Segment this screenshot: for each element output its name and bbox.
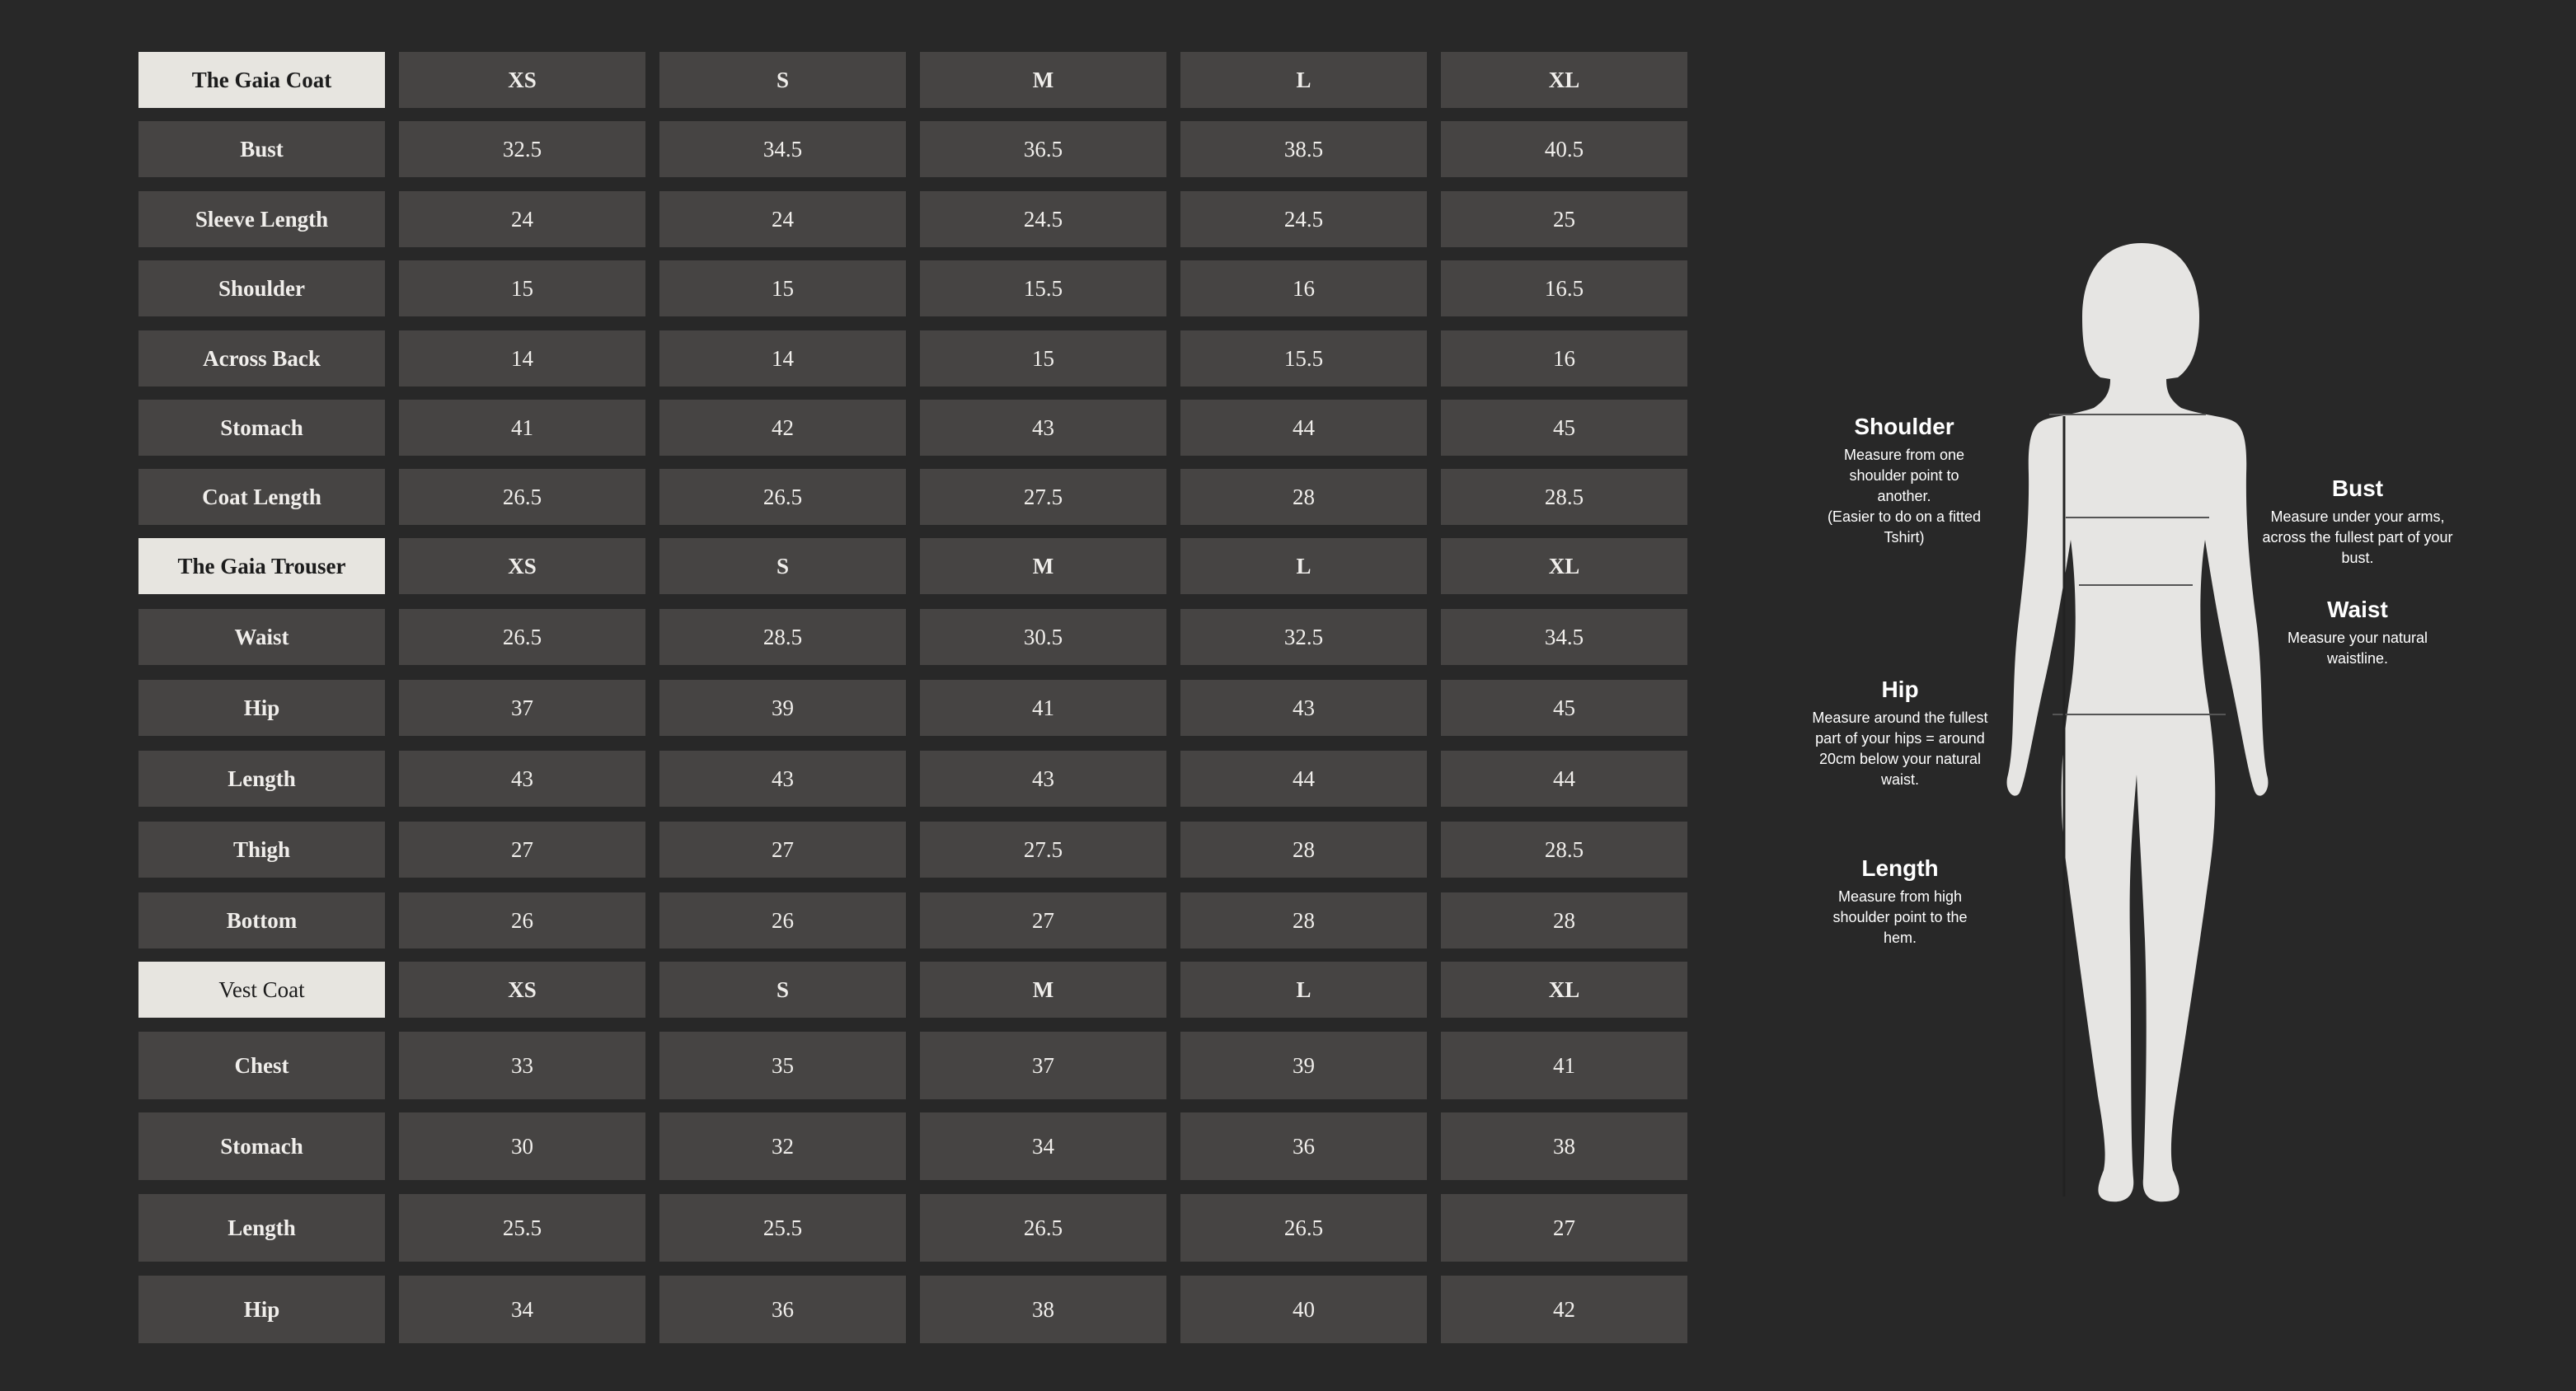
measurement-label: Coat Length bbox=[138, 469, 385, 525]
measurement-value: 25.5 bbox=[659, 1194, 906, 1262]
measurement-value: 15 bbox=[920, 330, 1166, 386]
measurement-label: Length bbox=[138, 1194, 385, 1262]
measurement-value: 24 bbox=[659, 191, 906, 247]
measurement-value: 26.5 bbox=[659, 469, 906, 525]
waist-annotation bbox=[2226, 597, 2489, 669]
measurement-value: 15.5 bbox=[1180, 330, 1427, 386]
gaia-trouser-title: The Gaia Trouser bbox=[138, 538, 385, 594]
size-header: S bbox=[659, 538, 906, 594]
measurement-value: 15.5 bbox=[920, 260, 1166, 316]
hip-annotation bbox=[1764, 677, 2036, 790]
bust-annotation-title: Bust bbox=[2331, 475, 2384, 501]
measurement-value: 28.5 bbox=[1441, 822, 1687, 878]
measurement-value: 42 bbox=[659, 400, 906, 456]
measurement-value: 26 bbox=[399, 892, 645, 948]
measurement-value: 44 bbox=[1180, 400, 1427, 456]
measurement-value: 15 bbox=[399, 260, 645, 316]
measurement-value: 28.5 bbox=[1441, 469, 1687, 525]
length-annotation-title: Length bbox=[1861, 855, 1939, 881]
size-header: S bbox=[659, 962, 906, 1018]
measurement-value: 26.5 bbox=[399, 469, 645, 525]
size-header: XL bbox=[1441, 962, 1687, 1018]
measurement-value: 27.5 bbox=[920, 822, 1166, 878]
measurement-value: 14 bbox=[659, 330, 906, 386]
bust-annotation-text: Measure under your arms, bbox=[2270, 508, 2445, 525]
measurement-value: 28 bbox=[1180, 822, 1427, 878]
measurement-label: Across Back bbox=[138, 330, 385, 386]
measurement-value: 45 bbox=[1441, 400, 1687, 456]
waist-annotation-text: waistline. bbox=[2326, 650, 2389, 667]
measurement-value: 28 bbox=[1180, 892, 1427, 948]
shoulder-annotation-title: Shoulder bbox=[1854, 414, 1954, 439]
measurement-value: 32.5 bbox=[399, 121, 645, 177]
measurement-guide bbox=[1789, 231, 2489, 1220]
measurement-value: 36.5 bbox=[920, 121, 1166, 177]
measurement-value: 43 bbox=[920, 751, 1166, 807]
size-header: XS bbox=[399, 538, 645, 594]
length-annotation-text: shoulder point to the bbox=[1832, 909, 1968, 925]
measurement-value: 24.5 bbox=[1180, 191, 1427, 247]
measurement-label: Shoulder bbox=[138, 260, 385, 316]
measurement-value: 44 bbox=[1441, 751, 1687, 807]
measurement-value: 28 bbox=[1180, 469, 1427, 525]
measurement-value: 39 bbox=[1180, 1032, 1427, 1099]
shoulder-annotation-text: Tshirt) bbox=[1884, 529, 1925, 546]
measurement-value: 16 bbox=[1441, 330, 1687, 386]
waist-annotation-title: Waist bbox=[2327, 597, 2388, 622]
hip-annotation-text: 20cm below your natural bbox=[1818, 751, 1982, 767]
measurement-value: 38 bbox=[920, 1276, 1166, 1343]
bust-annotation-text: bust. bbox=[2341, 550, 2374, 566]
measurement-label: Stomach bbox=[138, 400, 385, 456]
measurement-value: 37 bbox=[920, 1032, 1166, 1099]
length-annotation-text: hem. bbox=[1883, 930, 1917, 946]
size-header: XL bbox=[1441, 538, 1687, 594]
measurement-value: 43 bbox=[659, 751, 906, 807]
measurement-value: 43 bbox=[1180, 680, 1427, 736]
measurement-value: 30 bbox=[399, 1112, 645, 1180]
measurement-value: 26 bbox=[659, 892, 906, 948]
measurement-value: 27 bbox=[1441, 1194, 1687, 1262]
body-silhouette bbox=[2007, 243, 2269, 1201]
measurement-label: Chest bbox=[138, 1032, 385, 1099]
measurement-label: Hip bbox=[138, 680, 385, 736]
shoulder-annotation bbox=[1764, 414, 2044, 548]
size-header: XS bbox=[399, 52, 645, 108]
measurement-value: 43 bbox=[920, 400, 1166, 456]
measurement-value: 38 bbox=[1441, 1112, 1687, 1180]
shoulder-annotation-text: another. bbox=[1877, 488, 1931, 504]
measurement-value: 39 bbox=[659, 680, 906, 736]
measurement-value: 41 bbox=[1441, 1032, 1687, 1099]
measurement-value: 41 bbox=[920, 680, 1166, 736]
measurement-value: 24 bbox=[399, 191, 645, 247]
size-header: S bbox=[659, 52, 906, 108]
measurement-label: Sleeve Length bbox=[138, 191, 385, 247]
size-header: M bbox=[920, 538, 1166, 594]
vest-coat-title: Vest Coat bbox=[138, 962, 385, 1018]
hip-annotation-text: part of your hips = around bbox=[1815, 730, 1985, 747]
measurement-value: 30.5 bbox=[920, 609, 1166, 665]
measurement-value: 26.5 bbox=[1180, 1194, 1427, 1262]
measurement-label: Stomach bbox=[138, 1112, 385, 1180]
size-header: XS bbox=[399, 962, 645, 1018]
measurement-value: 27 bbox=[399, 822, 645, 878]
size-header: XL bbox=[1441, 52, 1687, 108]
hip-annotation-title: Hip bbox=[1881, 677, 1919, 702]
measurement-value: 34.5 bbox=[659, 121, 906, 177]
shoulder-annotation-text: (Easier to do on a fitted bbox=[1827, 508, 1982, 525]
bust-annotation-text: across the fullest part of your bbox=[2262, 529, 2453, 546]
measurement-value: 27 bbox=[659, 822, 906, 878]
measurement-value: 34 bbox=[920, 1112, 1166, 1180]
measurement-value: 26.5 bbox=[399, 609, 645, 665]
measurement-value: 40.5 bbox=[1441, 121, 1687, 177]
measurement-value: 16 bbox=[1180, 260, 1427, 316]
measurement-value: 43 bbox=[399, 751, 645, 807]
size-header: M bbox=[920, 52, 1166, 108]
measurement-value: 34.5 bbox=[1441, 609, 1687, 665]
size-header: L bbox=[1180, 962, 1427, 1018]
measurement-value: 24.5 bbox=[920, 191, 1166, 247]
measurement-value: 42 bbox=[1441, 1276, 1687, 1343]
measurement-value: 16.5 bbox=[1441, 260, 1687, 316]
measurement-value: 26.5 bbox=[920, 1194, 1166, 1262]
measurement-label: Thigh bbox=[138, 822, 385, 878]
measurement-value: 27 bbox=[920, 892, 1166, 948]
measurement-label: Hip bbox=[138, 1276, 385, 1343]
length-annotation-text: Measure from high bbox=[1837, 888, 1963, 905]
measurement-value: 25 bbox=[1441, 191, 1687, 247]
bust-annotation bbox=[2226, 475, 2489, 569]
measurement-label: Length bbox=[138, 751, 385, 807]
measurement-label: Waist bbox=[138, 609, 385, 665]
measurement-value: 27.5 bbox=[920, 469, 1166, 525]
measurement-value: 45 bbox=[1441, 680, 1687, 736]
shoulder-annotation-text: Measure from one bbox=[1843, 447, 1965, 463]
gaia-coat-title: The Gaia Coat bbox=[138, 52, 385, 108]
measurement-value: 38.5 bbox=[1180, 121, 1427, 177]
measurement-value: 28.5 bbox=[659, 609, 906, 665]
measurement-value: 32 bbox=[659, 1112, 906, 1180]
measurement-value: 37 bbox=[399, 680, 645, 736]
measurement-value: 44 bbox=[1180, 751, 1427, 807]
size-header: M bbox=[920, 962, 1166, 1018]
hip-annotation-text: waist. bbox=[1880, 771, 1919, 788]
measurement-value: 33 bbox=[399, 1032, 645, 1099]
size-header: L bbox=[1180, 52, 1427, 108]
waist-annotation-text: Measure your natural bbox=[2287, 630, 2428, 646]
hip-annotation-text: Measure around the fullest bbox=[1812, 710, 1988, 726]
measurement-value: 34 bbox=[399, 1276, 645, 1343]
measurement-value: 28 bbox=[1441, 892, 1687, 948]
measurement-value: 35 bbox=[659, 1032, 906, 1099]
shoulder-annotation-text: shoulder point to bbox=[1849, 467, 1959, 484]
measurement-label: Bust bbox=[138, 121, 385, 177]
measurement-value: 36 bbox=[1180, 1112, 1427, 1180]
measurement-label: Bottom bbox=[138, 892, 385, 948]
length-annotation bbox=[1764, 855, 2036, 948]
size-header: L bbox=[1180, 538, 1427, 594]
measurement-value: 36 bbox=[659, 1276, 906, 1343]
measurement-value: 14 bbox=[399, 330, 645, 386]
measurement-value: 15 bbox=[659, 260, 906, 316]
measurement-value: 32.5 bbox=[1180, 609, 1427, 665]
measurement-value: 41 bbox=[399, 400, 645, 456]
measurement-value: 25.5 bbox=[399, 1194, 645, 1262]
measurement-value: 40 bbox=[1180, 1276, 1427, 1343]
